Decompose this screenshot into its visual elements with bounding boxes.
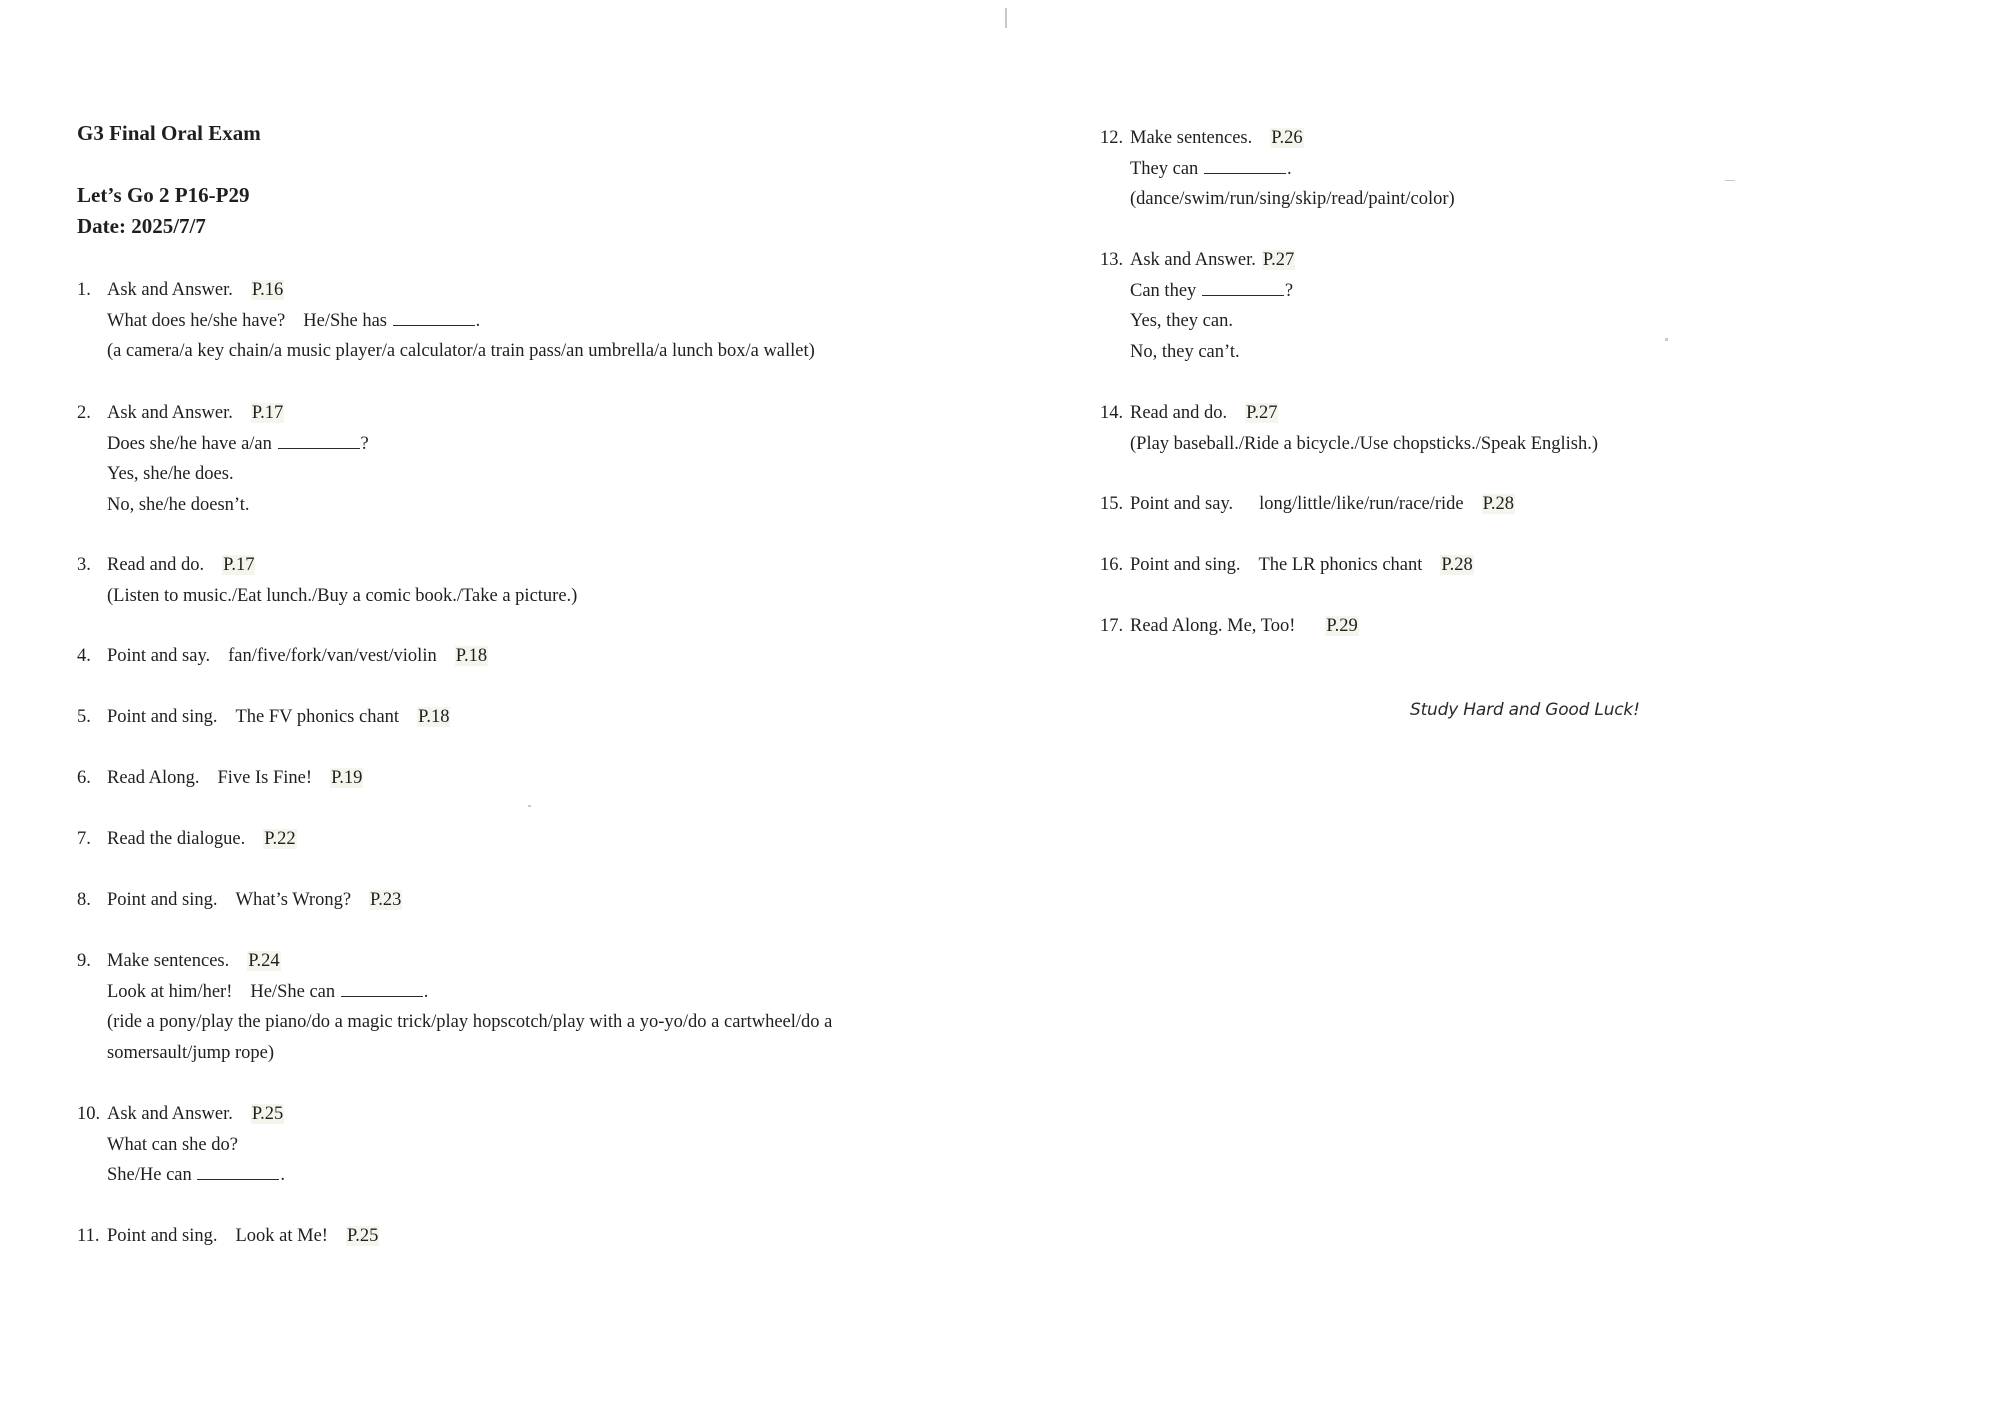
item-task: Ask and Answer. (107, 280, 233, 300)
item-number: 2. (77, 403, 91, 423)
item-question: What can she do? (107, 1134, 238, 1155)
page-reference: P.24 (248, 951, 280, 971)
item-task: Make sentences. (1130, 128, 1253, 148)
exam-item-10 (77, 1099, 285, 1191)
exam-item-11 (77, 1221, 379, 1252)
exam-item-15 (1100, 489, 1515, 520)
item-task: Ask and Answer. (107, 403, 233, 423)
item-number: 12. (1100, 128, 1124, 148)
answer-blank (1202, 277, 1284, 296)
item-task: Point and say. (107, 646, 211, 666)
item-number: 11. (77, 1226, 100, 1246)
item-detail: What’s Wrong? (235, 890, 352, 910)
exam-item-1 (77, 275, 815, 367)
item-prompt: Does she/he have a/an ? (77, 429, 369, 460)
item-number: 8. (77, 890, 91, 910)
item-number: 15. (1100, 494, 1124, 514)
scan-artifact (528, 805, 531, 807)
item-task: Read and do. (107, 555, 205, 575)
item-number: 6. (77, 768, 91, 788)
page-reference: P.23 (370, 890, 402, 910)
item-detail: The LR phonics chant (1258, 555, 1423, 575)
exam-item-2 (77, 398, 369, 520)
page-title: G3 Final Oral Exam (77, 121, 261, 145)
exam-item-5 (77, 702, 450, 733)
item-prompt: Can they ? (1100, 276, 1295, 307)
item-detail: Look at Me! (235, 1226, 328, 1246)
exam-item-9 (77, 946, 832, 1068)
item-task: Point and say. (1130, 494, 1234, 514)
page-reference: P.25 (346, 1226, 379, 1246)
item-number: 13. (1100, 250, 1124, 270)
item-answer-no: No, they can’t. (1130, 341, 1240, 362)
page-reference: P.28 (1482, 494, 1514, 514)
item-number: 7. (77, 829, 91, 849)
exam-item-16 (1100, 550, 1474, 581)
item-task: Ask and Answer. (1130, 250, 1256, 270)
exam-item-3 (77, 550, 577, 611)
item-options: (Play baseball./Ride a bicycle./Use chopsticks./Speak English.) (1130, 433, 1599, 454)
item-task: Point and sing. (107, 1226, 218, 1246)
item-options: (Listen to music./Eat lunch./Buy a comic book./Take a picture.) (107, 585, 578, 606)
answer-blank (278, 430, 360, 449)
answer-blank (1204, 155, 1286, 174)
item-number: 5. (77, 707, 91, 727)
scan-artifact (1005, 8, 1007, 28)
answer-blank (341, 978, 423, 997)
item-number: 16. (1100, 555, 1124, 575)
page-reference: P.27 (1262, 250, 1295, 270)
item-task: Point and sing. (1130, 555, 1241, 575)
item-answer-no: No, she/he doesn’t. (107, 494, 250, 515)
exam-item-4 (77, 641, 488, 672)
textbook-range: Let’s Go 2 P16-P29 (77, 183, 250, 207)
exam-item-7 (77, 824, 297, 855)
scan-artifact (1725, 180, 1735, 181)
item-detail: The FV phonics chant (235, 707, 400, 727)
exam-item-13 (1100, 245, 1295, 367)
page-reference: P.27 (1246, 403, 1278, 423)
exam-date: Date: 2025/7/7 (77, 214, 206, 238)
item-task: Read and do. (1130, 403, 1228, 423)
item-number: 14. (1100, 403, 1124, 423)
item-options: (ride a pony/play the piano/do a magic trick/play hopscotch/play with a yo-yo/do a cartwheel/do a (107, 1012, 833, 1032)
page-reference: P.29 (1326, 616, 1358, 636)
item-options: (a camera/a key chain/a music player/a calculator/a train pass/an umbrella/a lunch box/a wallet) (107, 341, 815, 361)
item-options-continued: somersault/jump rope) (107, 1042, 274, 1063)
answer-blank (197, 1161, 279, 1180)
item-prompt: Look at him/her! He/She can . (77, 977, 832, 1008)
page-reference: P.26 (1271, 128, 1303, 148)
page-reference: P.18 (418, 707, 450, 727)
item-prompt: What does he/she have? He/She has . (77, 306, 815, 337)
item-task: Point and sing. (107, 890, 218, 910)
closing-note: Study Hard and Good Luck! (1410, 700, 1640, 720)
item-task: Read the dialogue. (107, 829, 246, 849)
page-reference: P.25 (251, 1104, 284, 1124)
item-task: Make sentences. (107, 951, 230, 971)
item-options: (dance/swim/run/sing/skip/read/paint/color) (1130, 189, 1455, 209)
item-detail: Five Is Fine! (217, 768, 313, 788)
item-answer-yes: Yes, she/he does. (107, 464, 234, 484)
page-reference: P.19 (331, 768, 363, 788)
item-prompt: She/He can . (77, 1160, 285, 1191)
page-reference: P.28 (1441, 555, 1473, 575)
item-number: 4. (77, 646, 91, 666)
item-number: 1. (77, 280, 91, 300)
page-reference: P.16 (251, 280, 284, 300)
page-reference: P.22 (264, 829, 296, 849)
item-number: 17. (1100, 616, 1124, 636)
item-number: 3. (77, 555, 91, 575)
item-number: 9. (77, 951, 91, 971)
page-reference: P.18 (455, 646, 488, 666)
answer-blank (393, 307, 475, 326)
item-detail: fan/five/fork/van/vest/violin (228, 646, 437, 666)
item-prompt: They can . (1100, 154, 1455, 185)
item-task: Point and sing. (107, 707, 218, 727)
exam-item-8 (77, 885, 402, 916)
page-reference: P.17 (223, 555, 255, 575)
item-detail: long/little/like/run/race/ride (1259, 494, 1464, 514)
scan-artifact (1665, 338, 1668, 341)
item-task: Read Along. (107, 768, 200, 788)
item-task: Ask and Answer. (107, 1104, 233, 1124)
item-number: 10. (77, 1104, 101, 1124)
page-reference: P.17 (251, 403, 284, 423)
exam-item-17 (1100, 611, 1359, 642)
item-answer-yes: Yes, they can. (1130, 311, 1233, 331)
exam-item-14 (1100, 398, 1598, 459)
exam-item-12 (1100, 123, 1455, 215)
item-task: Read Along. Me, Too! (1130, 616, 1296, 636)
exam-item-6 (77, 763, 363, 794)
